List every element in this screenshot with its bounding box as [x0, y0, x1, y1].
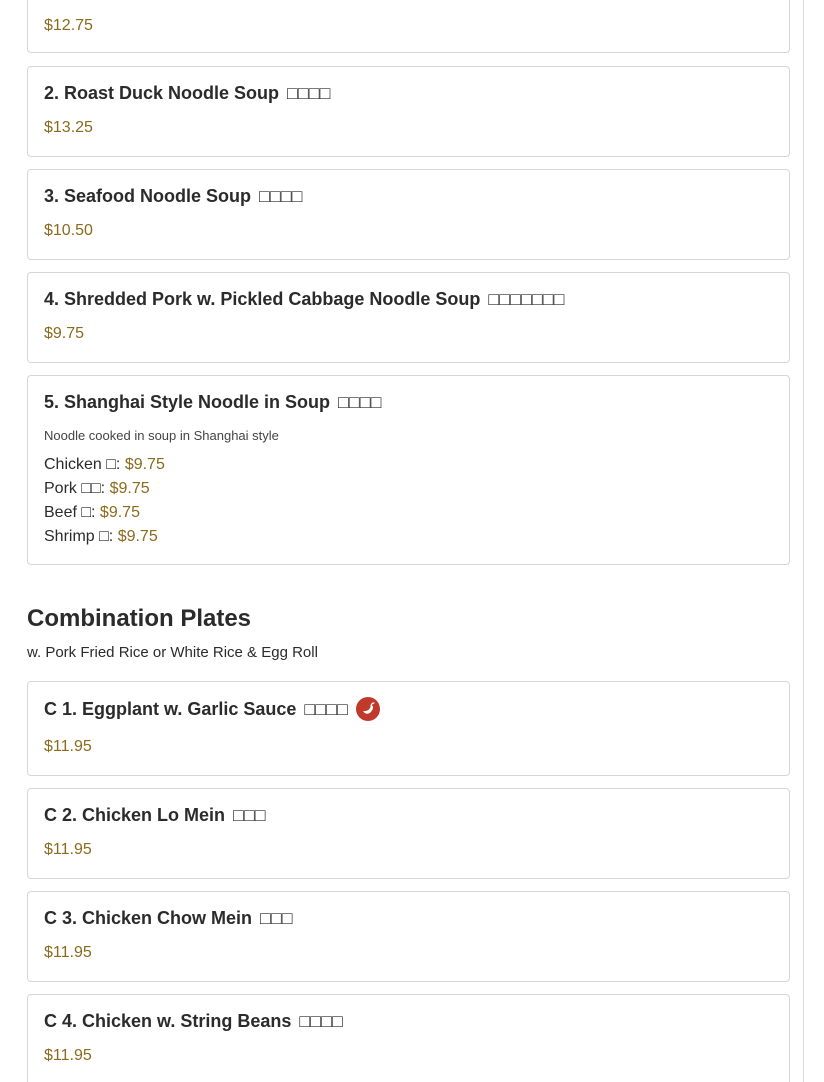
menu-item-card[interactable] [27, 681, 790, 776]
item-name: C 2. Chicken Lo Mein [44, 805, 226, 825]
item-title [44, 185, 303, 207]
item-name: 3. Seafood Noodle Soup [44, 186, 252, 206]
item-price: $11.95 [44, 1047, 92, 1064]
variant-price: $9.75 [109, 480, 150, 497]
menu-item-card[interactable] [27, 891, 790, 982]
item-title [44, 907, 293, 929]
chili-pepper-icon [356, 697, 380, 721]
item-title [44, 288, 565, 310]
variant-price: $9.75 [124, 456, 165, 473]
menu-item-card[interactable] [27, 788, 790, 879]
item-chinese-name: □□□□ [299, 1011, 343, 1031]
variant-list [44, 453, 165, 549]
variant-row[interactable] [44, 453, 165, 477]
item-name: C 1. Eggplant w. Garlic Sauce [44, 699, 297, 719]
item-price: $13.25 [44, 119, 93, 136]
page-edge-divider [803, 0, 804, 1082]
variant-label: Pork □□: [44, 480, 106, 497]
variant-label: Beef □: [44, 504, 96, 521]
variant-row[interactable] [44, 477, 165, 501]
menu-item-card[interactable] [27, 66, 790, 157]
section-title: Combination Plates [27, 605, 252, 632]
item-title [44, 804, 266, 826]
variant-label: Chicken □: [44, 456, 121, 473]
menu-item-card[interactable] [27, 169, 790, 260]
item-chinese-name: □□□ [260, 908, 293, 928]
menu-item-card[interactable] [27, 994, 790, 1082]
item-chinese-name: □□□□ [287, 83, 331, 103]
item-price: $10.50 [44, 222, 93, 239]
item-description: Noodle cooked in soup in Shanghai style [44, 428, 279, 443]
menu-item-card[interactable] [27, 375, 790, 565]
item-name: 5. Shanghai Style Noodle in Soup [44, 392, 331, 412]
variant-price: $9.75 [99, 504, 140, 521]
item-price: $11.95 [44, 841, 92, 858]
item-title [44, 1010, 343, 1032]
item-price: $9.75 [44, 325, 85, 342]
item-name: 4. Shredded Pork w. Pickled Cabbage Noodle Soup [44, 289, 481, 309]
item-price: $11.95 [44, 944, 92, 961]
variant-row[interactable] [44, 525, 165, 549]
item-title [44, 82, 331, 104]
item-title [44, 391, 382, 413]
section-subtitle: w. Pork Fried Rice or White Rice & Egg Roll [27, 644, 318, 661]
item-chinese-name: □□□□ [338, 392, 382, 412]
item-name: 2. Roast Duck Noodle Soup [44, 83, 280, 103]
item-chinese-name: □□□□ [259, 186, 303, 206]
variant-label: Shrimp □: [44, 528, 114, 545]
item-title [44, 697, 380, 721]
item-name: C 4. Chicken w. String Beans [44, 1011, 292, 1031]
item-chinese-name: □□□ [233, 805, 266, 825]
item-name: C 3. Chicken Chow Mein [44, 908, 253, 928]
item-price: $12.75 [44, 17, 93, 34]
menu-item-card[interactable] [27, 0, 790, 53]
variant-price: $9.75 [117, 528, 158, 545]
item-chinese-name: □□□□□□□ [488, 289, 565, 309]
variant-row[interactable] [44, 501, 165, 525]
menu-item-card[interactable] [27, 272, 790, 363]
item-chinese-name: □□□□ [304, 699, 348, 719]
item-price: $11.95 [44, 738, 92, 755]
